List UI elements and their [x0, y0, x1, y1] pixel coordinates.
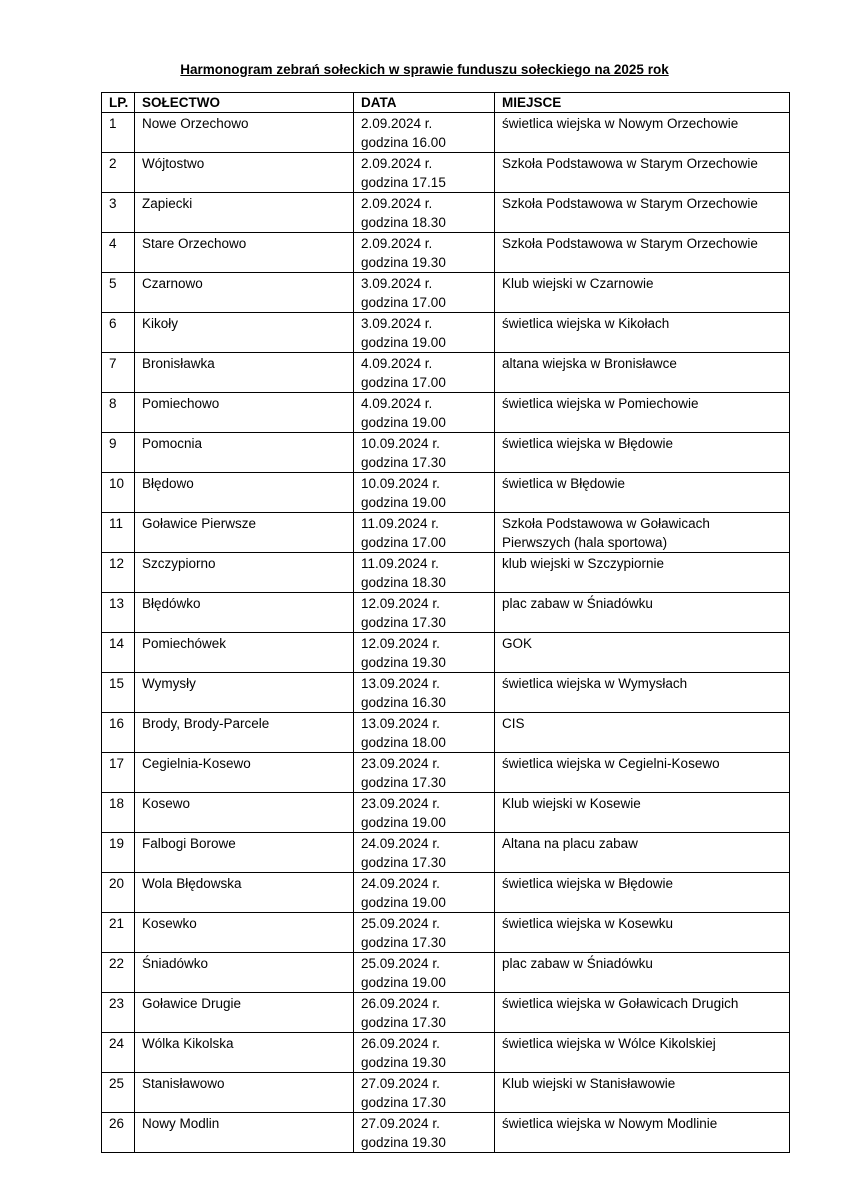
- meeting-time: godzina 19.00: [361, 815, 446, 830]
- table-row: [102, 313, 790, 353]
- table-header: [102, 93, 790, 113]
- cell-lp: 13: [102, 593, 135, 633]
- cell-solectwo: Szczypiorno: [135, 553, 354, 593]
- meeting-time: godzina 18.00: [361, 735, 446, 750]
- cell-solectwo: Stare Orzechowo: [135, 233, 354, 273]
- cell-solectwo: Czarnowo: [135, 273, 354, 313]
- meeting-time: godzina 19.00: [361, 975, 446, 990]
- meeting-time: godzina 17.30: [361, 615, 446, 630]
- meeting-date: 2.09.2024 r.: [361, 116, 433, 131]
- table-row: [102, 713, 790, 753]
- cell-solectwo: Brody, Brody-Parcele: [135, 713, 354, 753]
- cell-solectwo: Kikoły: [135, 313, 354, 353]
- meeting-place-line: Altana na placu zabaw: [502, 836, 638, 851]
- cell-miejsce: [495, 953, 790, 993]
- cell-lp: 24: [102, 1033, 135, 1073]
- cell-data: [354, 953, 495, 993]
- table-row: [102, 953, 790, 993]
- cell-data: [354, 433, 495, 473]
- cell-data: [354, 633, 495, 673]
- cell-solectwo: Nowe Orzechowo: [135, 113, 354, 153]
- meeting-date: 12.09.2024 r.: [361, 596, 440, 611]
- meeting-date: 10.09.2024 r.: [361, 436, 440, 451]
- cell-solectwo: Goławice Pierwsze: [135, 513, 354, 553]
- meeting-time: godzina 17.00: [361, 295, 446, 310]
- meeting-place-line: świetlica wiejska w Nowym Modlinie: [502, 1116, 718, 1131]
- meeting-time: godzina 17.00: [361, 535, 446, 550]
- cell-lp: 17: [102, 753, 135, 793]
- cell-data: [354, 193, 495, 233]
- cell-miejsce: [495, 833, 790, 873]
- cell-miejsce: [495, 753, 790, 793]
- meeting-place-line: CIS: [502, 716, 525, 731]
- meeting-time: godzina 19.00: [361, 415, 446, 430]
- meeting-place-line: plac zabaw w Śniadówku: [502, 596, 653, 611]
- table-row: [102, 1033, 790, 1073]
- cell-lp: 7: [102, 353, 135, 393]
- meeting-date: 25.09.2024 r.: [361, 916, 440, 931]
- cell-data: [354, 353, 495, 393]
- header-miejsce: MIEJSCE: [495, 93, 790, 113]
- cell-data: [354, 1033, 495, 1073]
- cell-data: [354, 393, 495, 433]
- cell-miejsce: [495, 313, 790, 353]
- table-row: [102, 473, 790, 513]
- document-title: Harmonogram zebrań sołeckich w sprawie funduszu sołeckiego na 2025 rok: [180, 62, 669, 77]
- cell-miejsce: [495, 793, 790, 833]
- meeting-time: godzina 19.30: [361, 1135, 446, 1150]
- table-row: [102, 673, 790, 713]
- cell-lp: 15: [102, 673, 135, 713]
- cell-solectwo: Pomiechowo: [135, 393, 354, 433]
- meeting-time: godzina 17.30: [361, 775, 446, 790]
- meeting-place-line: Szkoła Podstawowa w Starym Orzechowie: [502, 156, 758, 171]
- meeting-date: 13.09.2024 r.: [361, 716, 440, 731]
- meeting-date: 27.09.2024 r.: [361, 1076, 440, 1091]
- table-row: [102, 233, 790, 273]
- table-body: [102, 113, 790, 1153]
- cell-lp: 12: [102, 553, 135, 593]
- meeting-time: godzina 16.30: [361, 695, 446, 710]
- meeting-date: 2.09.2024 r.: [361, 156, 433, 171]
- cell-data: [354, 1113, 495, 1153]
- meeting-time: godzina 19.00: [361, 895, 446, 910]
- cell-solectwo: Wólka Kikolska: [135, 1033, 354, 1073]
- table-row: [102, 593, 790, 633]
- table-row: [102, 913, 790, 953]
- meeting-date: 23.09.2024 r.: [361, 756, 440, 771]
- cell-miejsce: [495, 153, 790, 193]
- schedule-table: [101, 92, 790, 1153]
- cell-miejsce: [495, 233, 790, 273]
- cell-lp: 23: [102, 993, 135, 1033]
- cell-miejsce: [495, 913, 790, 953]
- header-row: [102, 93, 790, 113]
- table-row: [102, 393, 790, 433]
- cell-lp: 22: [102, 953, 135, 993]
- cell-lp: 2: [102, 153, 135, 193]
- table-row: [102, 833, 790, 873]
- meeting-time: godzina 19.30: [361, 655, 446, 670]
- meeting-time: godzina 17.30: [361, 935, 446, 950]
- cell-solectwo: Śniadówko: [135, 953, 354, 993]
- cell-data: [354, 833, 495, 873]
- cell-data: [354, 593, 495, 633]
- cell-data: [354, 313, 495, 353]
- cell-data: [354, 913, 495, 953]
- cell-miejsce: [495, 433, 790, 473]
- meeting-place-line: świetlica wiejska w Kosewku: [502, 916, 674, 931]
- table-row: [102, 1073, 790, 1113]
- cell-lp: 25: [102, 1073, 135, 1113]
- meeting-time: godzina 19.00: [361, 495, 446, 510]
- cell-lp: 26: [102, 1113, 135, 1153]
- cell-miejsce: [495, 1113, 790, 1153]
- meeting-date: 24.09.2024 r.: [361, 836, 440, 851]
- table-row: [102, 353, 790, 393]
- cell-solectwo: Falbogi Borowe: [135, 833, 354, 873]
- meeting-place-line: świetlica wiejska w Błędowie: [502, 436, 674, 451]
- cell-solectwo: Błędowo: [135, 473, 354, 513]
- cell-miejsce: [495, 193, 790, 233]
- cell-data: [354, 553, 495, 593]
- meeting-date: 23.09.2024 r.: [361, 796, 440, 811]
- cell-data: [354, 873, 495, 913]
- cell-data: [354, 793, 495, 833]
- meeting-place-line: świetlica wiejska w Nowym Orzechowie: [502, 116, 739, 131]
- table-row: [102, 873, 790, 913]
- meeting-time: godzina 19.00: [361, 335, 446, 350]
- meeting-place-line: klub wiejski w Szczypiornie: [502, 556, 665, 571]
- cell-data: [354, 153, 495, 193]
- cell-solectwo: Bronisławka: [135, 353, 354, 393]
- cell-lp: 18: [102, 793, 135, 833]
- meeting-date: 3.09.2024 r.: [361, 276, 433, 291]
- table-row: [102, 193, 790, 233]
- cell-miejsce: [495, 993, 790, 1033]
- cell-lp: 6: [102, 313, 135, 353]
- meeting-time: godzina 19.30: [361, 255, 446, 270]
- cell-lp: 19: [102, 833, 135, 873]
- cell-solectwo: Wola Błędowska: [135, 873, 354, 913]
- meeting-date: 13.09.2024 r.: [361, 676, 440, 691]
- cell-miejsce: [495, 673, 790, 713]
- meeting-date: 26.09.2024 r.: [361, 1036, 440, 1051]
- meeting-date: 11.09.2024 r.: [361, 556, 439, 571]
- cell-miejsce: [495, 353, 790, 393]
- meeting-place-line: Szkoła Podstawowa w Starym Orzechowie: [502, 196, 758, 211]
- meeting-place-line: Klub wiejski w Czarnowie: [502, 276, 654, 291]
- meeting-time: godzina 17.30: [361, 1095, 446, 1110]
- cell-miejsce: [495, 1033, 790, 1073]
- cell-data: [354, 753, 495, 793]
- meeting-time: godzina 17.30: [361, 855, 446, 870]
- cell-solectwo: Błędówko: [135, 593, 354, 633]
- meeting-place-line: altana wiejska w Bronisławce: [502, 356, 677, 371]
- meeting-date: 24.09.2024 r.: [361, 876, 440, 891]
- cell-solectwo: Wójtostwo: [135, 153, 354, 193]
- table-row: [102, 153, 790, 193]
- meeting-date: 2.09.2024 r.: [361, 196, 433, 211]
- table-row: [102, 273, 790, 313]
- cell-miejsce: [495, 633, 790, 673]
- cell-data: [354, 993, 495, 1033]
- table-row: [102, 633, 790, 673]
- cell-solectwo: Stanisławowo: [135, 1073, 354, 1113]
- cell-solectwo: Nowy Modlin: [135, 1113, 354, 1153]
- cell-miejsce: [495, 873, 790, 913]
- cell-miejsce: [495, 513, 790, 553]
- meeting-time: godzina 18.30: [361, 215, 446, 230]
- cell-data: [354, 713, 495, 753]
- meeting-place-line: świetlica wiejska w Kikołach: [502, 316, 670, 331]
- table-row: [102, 513, 790, 553]
- cell-data: [354, 1073, 495, 1113]
- meeting-place-line: GOK: [502, 636, 533, 651]
- meeting-date: 4.09.2024 r.: [361, 356, 433, 371]
- meeting-time: godzina 16.00: [361, 135, 446, 150]
- meeting-place-line: świetlica wiejska w Wymysłach: [502, 676, 688, 691]
- meeting-time: godzina 18.30: [361, 575, 446, 590]
- cell-miejsce: [495, 713, 790, 753]
- meeting-place-line: świetlica wiejska w Goławicach Drugich: [502, 996, 739, 1011]
- meeting-place-line: świetlica wiejska w Wólce Kikolskiej: [502, 1036, 716, 1051]
- cell-lp: 11: [102, 513, 135, 553]
- cell-data: [354, 673, 495, 713]
- meeting-time: godzina 17.00: [361, 375, 446, 390]
- table-row: [102, 553, 790, 593]
- meeting-place-line: plac zabaw w Śniadówku: [502, 956, 653, 971]
- meeting-place-line: Pierwszych (hala sportowa): [502, 535, 668, 550]
- meeting-place-line: Klub wiejski w Stanisławowie: [502, 1076, 676, 1091]
- cell-lp: 21: [102, 913, 135, 953]
- cell-solectwo: Pomocnia: [135, 433, 354, 473]
- cell-miejsce: [495, 1073, 790, 1113]
- cell-solectwo: Wymysły: [135, 673, 354, 713]
- cell-data: [354, 113, 495, 153]
- cell-lp: 10: [102, 473, 135, 513]
- cell-solectwo: Kosewko: [135, 913, 354, 953]
- table-row: [102, 753, 790, 793]
- meeting-place-line: świetlica w Błędowie: [502, 476, 626, 491]
- cell-data: [354, 233, 495, 273]
- cell-miejsce: [495, 393, 790, 433]
- header-solectwo: SOŁECTWO: [135, 93, 354, 113]
- table-row: [102, 993, 790, 1033]
- cell-miejsce: [495, 113, 790, 153]
- table-row: [102, 1113, 790, 1153]
- meeting-date: 27.09.2024 r.: [361, 1116, 440, 1131]
- cell-lp: 9: [102, 433, 135, 473]
- cell-miejsce: [495, 553, 790, 593]
- cell-lp: 4: [102, 233, 135, 273]
- cell-lp: 16: [102, 713, 135, 753]
- table-row: [102, 433, 790, 473]
- meeting-date: 10.09.2024 r.: [361, 476, 440, 491]
- cell-lp: 3: [102, 193, 135, 233]
- meeting-place-line: świetlica wiejska w Pomiechowie: [502, 396, 699, 411]
- cell-data: [354, 273, 495, 313]
- cell-data: [354, 473, 495, 513]
- cell-data: [354, 513, 495, 553]
- meeting-date: 11.09.2024 r.: [361, 516, 439, 531]
- cell-lp: 14: [102, 633, 135, 673]
- meeting-place-line: Szkoła Podstawowa w Starym Orzechowie: [502, 236, 758, 251]
- header-data: DATA: [354, 93, 495, 113]
- cell-lp: 20: [102, 873, 135, 913]
- cell-miejsce: [495, 273, 790, 313]
- meeting-date: 3.09.2024 r.: [361, 316, 433, 331]
- meeting-date: 2.09.2024 r.: [361, 236, 433, 251]
- cell-miejsce: [495, 473, 790, 513]
- cell-miejsce: [495, 593, 790, 633]
- meeting-place-line: świetlica wiejska w Cegielni-Kosewo: [502, 756, 720, 771]
- meeting-date: 4.09.2024 r.: [361, 396, 433, 411]
- cell-solectwo: Goławice Drugie: [135, 993, 354, 1033]
- meeting-date: 12.09.2024 r.: [361, 636, 440, 651]
- header-lp: LP.: [102, 93, 135, 113]
- meeting-time: godzina 17.30: [361, 1015, 446, 1030]
- cell-solectwo: Pomiechówek: [135, 633, 354, 673]
- meeting-time: godzina 17.30: [361, 455, 446, 470]
- meeting-place-line: świetlica wiejska w Błędowie: [502, 876, 674, 891]
- meeting-time: godzina 17.15: [361, 175, 446, 190]
- cell-solectwo: Kosewo: [135, 793, 354, 833]
- cell-lp: 5: [102, 273, 135, 313]
- cell-solectwo: Cegielnia-Kosewo: [135, 753, 354, 793]
- cell-solectwo: Zapiecki: [135, 193, 354, 233]
- meeting-date: 25.09.2024 r.: [361, 956, 440, 971]
- table-row: [102, 113, 790, 153]
- meeting-place-line: Klub wiejski w Kosewie: [502, 796, 641, 811]
- cell-lp: 8: [102, 393, 135, 433]
- meeting-place-line: Szkoła Podstawowa w Goławicach: [502, 516, 710, 531]
- cell-lp: 1: [102, 113, 135, 153]
- meeting-time: godzina 19.30: [361, 1055, 446, 1070]
- table-row: [102, 793, 790, 833]
- meeting-date: 26.09.2024 r.: [361, 996, 440, 1011]
